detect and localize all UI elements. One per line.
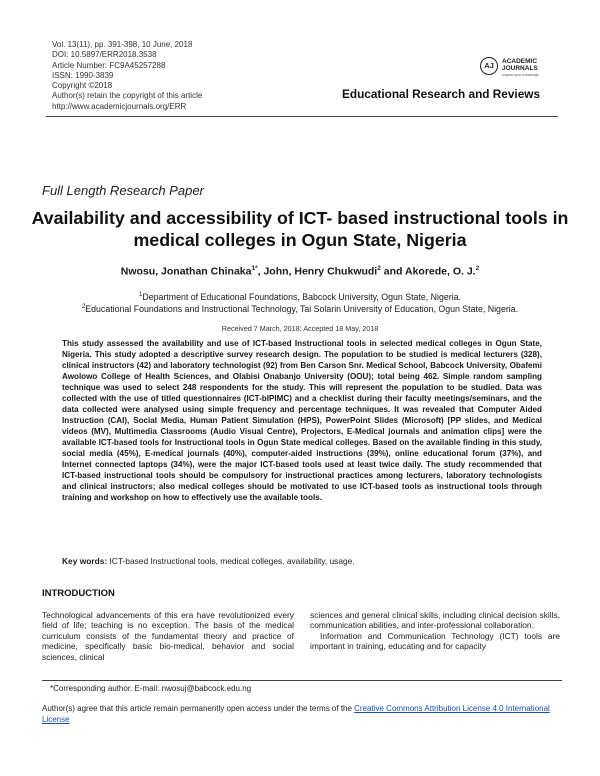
license-notice: Author(s) agree that this article remain permanently open access under the terms of the Creative Commons Attribution License 4.0 International License [42,704,550,724]
logo-wordmark: ACADEMIC JOURNALS [502,58,538,72]
paper-type: Full Length Research Paper [42,183,204,198]
paragraph: Technological advancements of this era have revolutionized every field of life; teaching is no exception. The basis of the medical curriculum consists of the fundamental theory and practice of medicine, specifically basic bio-medical, behavior and social sciences, clinical [42,610,294,662]
author-name: Akorede, O. J. [404,265,476,278]
journal-name: Educational Research and Reviews [342,87,541,101]
author-name: John, Henry Chukwudi [263,265,378,278]
author-affiliation-mark: 2 [475,265,480,272]
logo-tagline: expand your knowledge [502,73,539,77]
article-title: Availability and accessibility of ICT- based instructional tools in medical colleges in Ogun State, Nigeria [31,208,569,250]
body-column-right [310,610,560,652]
abstract: This study assessed the availability and use of ICT-based Instructional tools in selected medical colleges in Ogun State, Nigeria. This study adopted a descriptive survey research design. The population to be studied is medical lecturers (328), clinical instructors (42) and laboratory technologist (92) from Ben Carson Snr. Medical School, Babcock University, Obafemi Awolowo College of Health Sciences, and Olabisi Onabanjo University (OOU); total being 462. Simple random sampling technique was used to select 248 respondents for the study. This will represent the population to be studied. Data was collected with the use of titled questionnaires (ICT-bIPIMC) and a checklist during their faculty meetings/seminars, and the data collected were analysed using simple frequency and percentage techniques. It was revealed that Computer Aided Instruction (CAI), Social Media, Human Patient Simulation (HPS), PowerPoint Slides (Microsoft) [PP slides, and Medical videos (MV), Multimedia Classrooms (Audio Visual Centre), Projectors, E-Medical journals and animation clips] were the available ICT-based tools for Instructional tools in Ogun State medical colleges. Based on the available finding in this study, social media (45%), E-medical journals (40%), computer-aided instructions (39%), online educational forum (37%), and Internet connected laptops (34%), were the major ICT-based tools used at least twice daily. The study recommended that ICT-based instructional tools should be compulsory for instructional practices among lecturers, laboratory technologists and clinical instructors; also medical colleges should be motivated to use ICT-based tools as instructional tools through training and workshop on how to effectively use the available tools. [62,339,542,502]
header-divider [46,116,558,117]
affiliation-2: $^2$Educational Foundations and Instructional Technology, Tai Solarin University of Education, Ogun State, Nigeria. [81,304,519,314]
license-link[interactable]: Creative Commons Attribution License 4.0 International License [42,704,550,724]
section-heading-introduction: INTRODUCTION [42,588,115,599]
author-list: Nwosu, Jonathan Chinaka$^{1*}$, John, Henry Chukwudi$^2$ and Akorede, O. J.$^2$ [120,265,480,278]
paragraph: sciences and general clinical skills, including clinical decision skills, communication abilities, and inter-professional collaboration. [310,610,560,631]
author-name: Nwosu, Jonathan Chinaka [120,265,252,278]
keywords-text: ICT-based Instructional tools, medical colleges, availability, usage. [109,556,355,566]
meta-doi: DOI: 10.5897/ERR2018.3538 [52,50,157,60]
meta-url[interactable]: http://www.academicjournals.org/ERR [52,101,187,111]
author-affiliation-mark: 2 [377,265,381,272]
corresponding-author: *Corresponding author. E-mail: nwosuj@babcock.edu.ng [50,684,252,693]
meta-copyright: Copyright ©2018 [52,81,113,91]
body-column-left [42,610,294,662]
author-affiliation-mark: 1* [251,265,258,272]
article-metadata [52,40,202,112]
meta-issn: ISSN: 1990-3839 [52,70,114,80]
paragraph: Information and Communication Technology (ICT) tools are important in training, educating and for capacity [310,630,560,652]
keywords [62,556,542,566]
meta-copyright-note: Author(s) retain the copyright of this article [52,91,203,101]
meta-volume: Vol. 13(11), pp. 391-398, 10 June, 2018 [52,40,193,49]
logo-mark: AJ [480,57,498,75]
academic-journals-logo [480,55,560,79]
received-accepted-dates: Received 7 March, 2018; Accepted 18 May, 2018 [221,324,379,333]
keywords-label: Key words: [62,556,108,566]
affiliation-1: $^1$Department of Educational Foundations, Babcock University, Ogun State, Nigeria. [139,292,461,302]
footnote-divider [42,680,562,681]
meta-article-number: Article Number: FC9A45257288 [52,60,166,70]
